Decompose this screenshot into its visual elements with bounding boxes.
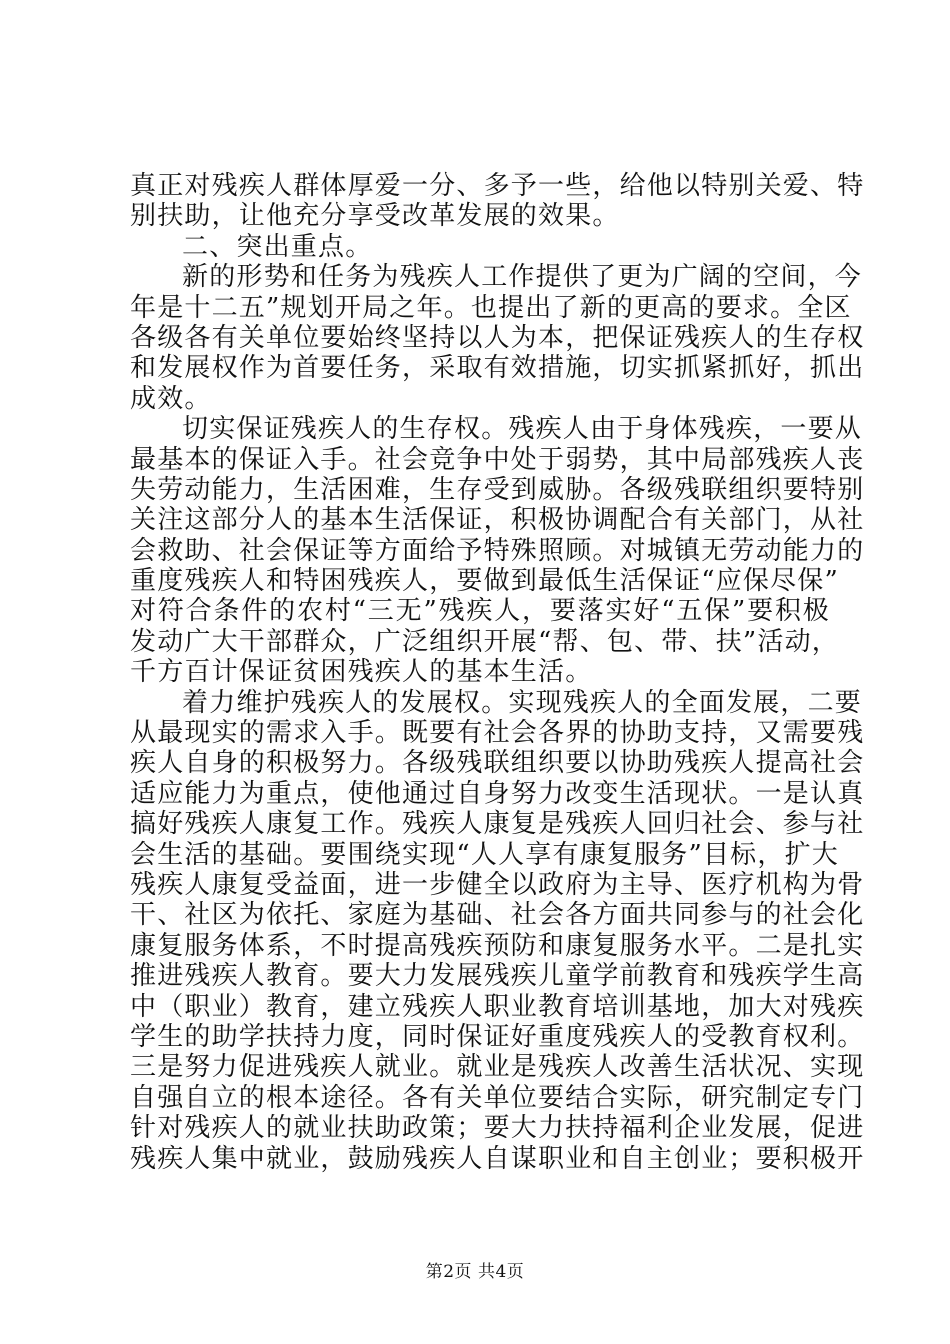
text-line: 残疾人集中就业，鼓励残疾人自谋职业和自主创业；要积极开 — [130, 1143, 865, 1174]
text-line: 对符合条件的农村“三无”残疾人，要落实好“五保”要积极 — [130, 596, 830, 627]
text-line: 疾人自身的积极努力。各级残联组织要以协助残疾人提高社会 — [130, 748, 865, 779]
text-line: 会生活的基础。要围绕实现“人人享有康复服务”目标，扩大 — [130, 839, 839, 870]
text-line: 中（职业）教育，建立残疾人职业教育培训基地，加大对残疾 — [130, 991, 865, 1022]
text-line: 干、社区为依托、家庭为基础、社会各方面共同参与的社会化 — [130, 900, 865, 931]
document-body — [130, 171, 865, 1174]
text-line: 适应能力为重点，使他通过自身努力改变生活现状。一是认真 — [130, 778, 865, 809]
text-line: 二、突出重点。 — [182, 231, 373, 262]
text-line: 别扶助，让他充分享受改革发展的效果。 — [130, 201, 620, 232]
text-line: 着力维护残疾人的发展权。实现残疾人的全面发展，二要 — [182, 687, 863, 718]
text-line: 三是努力促进残疾人就业。就业是残疾人改善生活状况、实现 — [130, 1052, 865, 1083]
text-line: 康复服务体系，不时提高残疾预防和康复服务水平。二是扎实 — [130, 930, 865, 961]
page-footer: 第2页 共4页 — [425, 1262, 525, 1282]
text-line: 关注这部分人的基本生活保证，积极协调配合有关部门，从社 — [130, 505, 865, 536]
text-line: 自强自立的根本途径。各有关单位要结合实际，研究制定专门 — [130, 1082, 865, 1113]
text-line: 针对残疾人的就业扶助政策；要大力扶持福利企业发展，促进 — [130, 1113, 865, 1144]
text-line: 各级各有关单位要始终坚持以人为本，把保证残疾人的生存权 — [130, 322, 865, 353]
text-line: 会救助、社会保证等方面给予特殊照顾。对城镇无劳动能力的 — [130, 535, 865, 566]
text-line: 成效。 — [130, 383, 212, 414]
text-line: 真正对残疾人群体厚爱一分、多予一些，给他以特别关爱、特 — [130, 171, 865, 201]
text-line: 千方百计保证贫困残疾人的基本生活。 — [130, 657, 593, 688]
text-line: 切实保证残疾人的生存权。残疾人由于身体残疾，一要从 — [182, 414, 863, 445]
text-line: 学生的助学扶持力度，同时保证好重度残疾人的受教育权利。 — [130, 1021, 865, 1052]
text-line: 残疾人康复受益面，进一步健全以政府为主导、医疗机构为骨 — [130, 869, 865, 900]
text-line: 失劳动能力，生活困难，生存受到威胁。各级残联组织要特别 — [130, 474, 865, 505]
text-line: 从最现实的需求入手。既要有社会各界的协助支持，又需要残 — [130, 718, 865, 749]
text-line: 搞好残疾人康复工作。残疾人康复是残疾人回归社会、参与社 — [130, 809, 865, 840]
text-line: 发动广大干部群众，广泛组织开展“帮、包、带、扶”活动， — [130, 626, 839, 657]
text-line: 最基本的保证入手。社会竞争中处于弱势，其中局部残疾人丧 — [130, 444, 865, 475]
text-line: 和发展权作为首要任务，采取有效措施，切实抓紧抓好，抓出 — [130, 353, 865, 384]
text-line: 重度残疾人和特困残疾人，要做到最低生活保证“应保尽保” — [130, 566, 839, 597]
text-line: 年是十二五”规划开局之年。也提出了新的更高的要求。全区 — [130, 292, 852, 323]
text-line: 推进残疾人教育。要大力发展残疾儿童学前教育和残疾学生高 — [130, 961, 865, 992]
text-line: 新的形势和任务为残疾人工作提供了更为广阔的空间，今 — [182, 262, 863, 293]
